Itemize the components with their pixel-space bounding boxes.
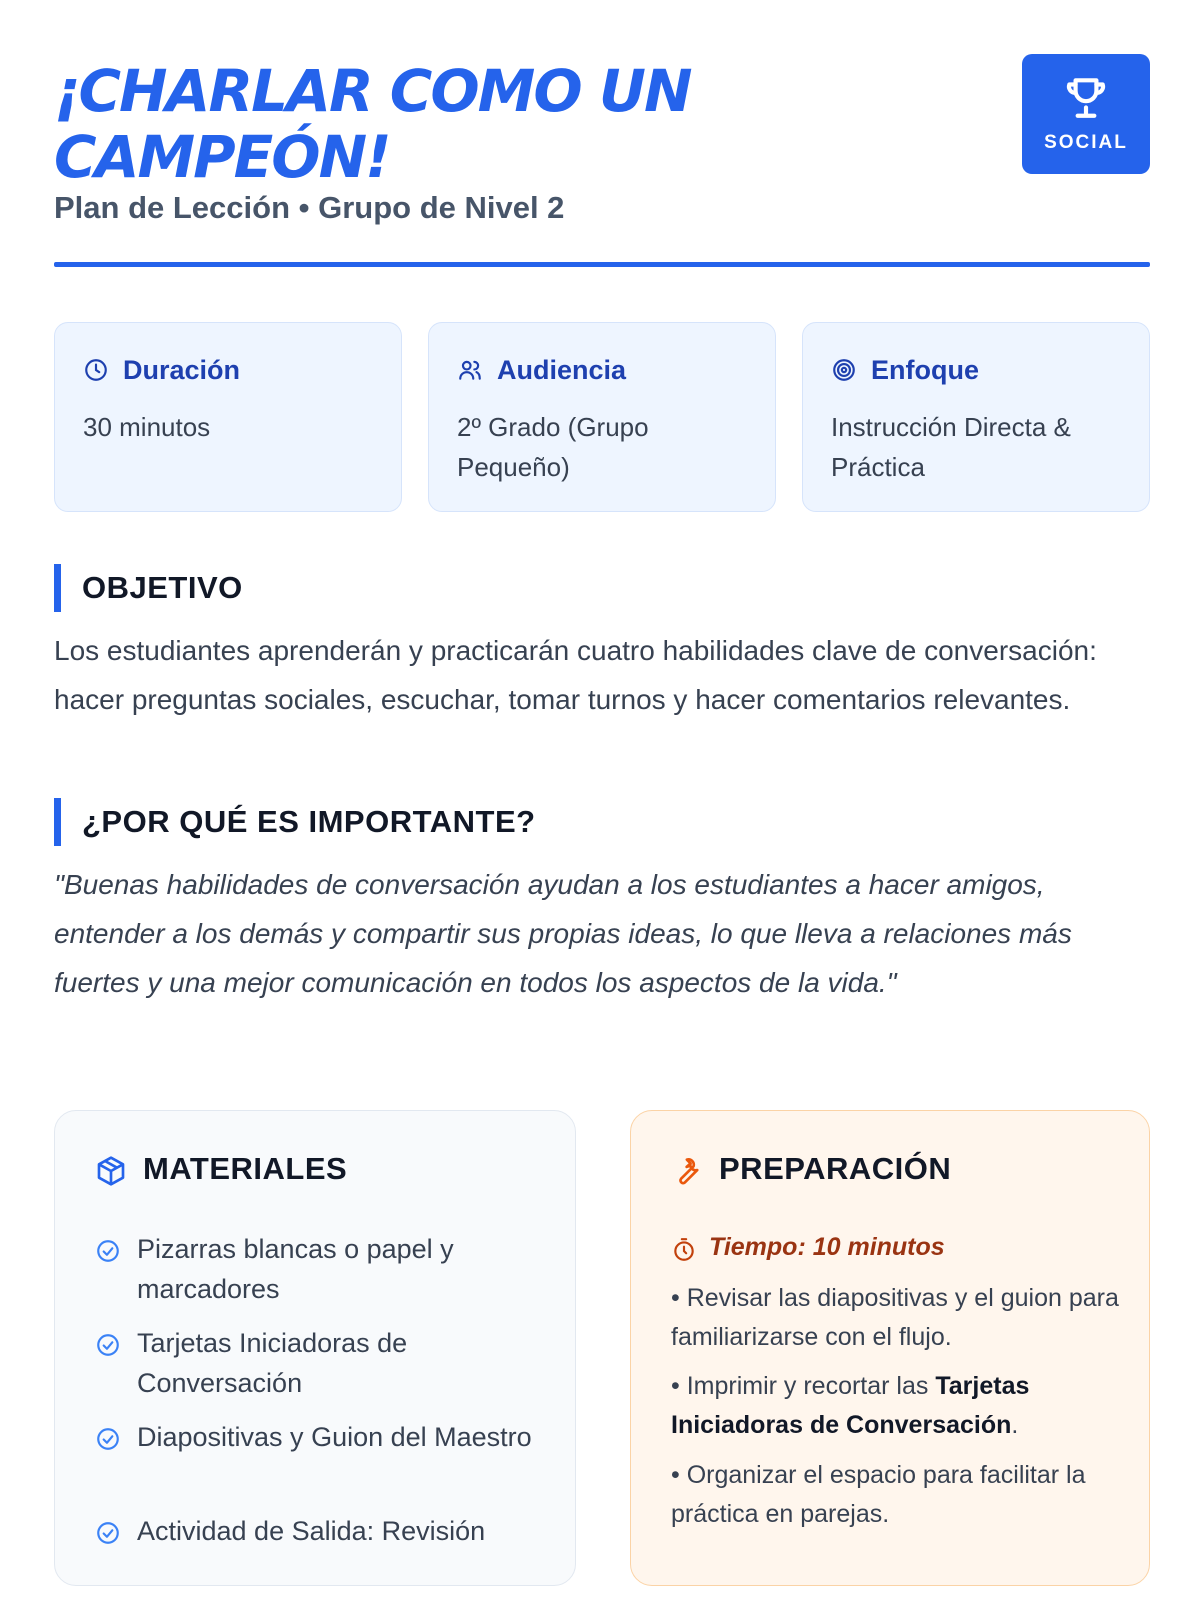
objective-text: Los estudiantes aprenderán y practicarán cuatro habilidades clave de conversación: hacer preguntas sociales, escuchar, tomar turnos y hacer comentarios relevantes. bbox=[54, 635, 1097, 715]
wrench-icon bbox=[671, 1155, 703, 1187]
box-icon bbox=[95, 1155, 127, 1187]
clock-icon bbox=[83, 357, 109, 383]
list-item bbox=[95, 1323, 555, 1403]
users-icon bbox=[457, 357, 483, 383]
header-divider bbox=[54, 262, 1150, 267]
list-item: • Revisar las diapositivas y el guion para familiarizarse con el flujo. bbox=[671, 1284, 1119, 1351]
list-item-text: Pizarras blancas o papel y marcadores bbox=[137, 1234, 454, 1304]
list-item: • Organizar el espacio para facilitar la práctica en parejas. bbox=[671, 1461, 1086, 1528]
materials-panel bbox=[54, 1110, 576, 1586]
importance-quote: "Buenas habilidades de conversación ayudan a los estudiantes a hacer amigos, entender a los demás y compartir sus propias ideas, lo que lleva a relaciones más fuertes y una mejor comunicación en todos los aspectos de la vida." bbox=[54, 869, 1072, 998]
preparation-panel bbox=[630, 1110, 1150, 1586]
info-card-label: Enfoque bbox=[871, 355, 979, 385]
info-card-value: 30 minutos bbox=[83, 412, 211, 442]
trophy-icon bbox=[1061, 72, 1111, 122]
page-title: ¡CHARLAR COMO UN CAMPEÓN! bbox=[54, 57, 691, 191]
list-item bbox=[671, 1367, 1121, 1445]
preparation-title: PREPARACIÓN bbox=[719, 1151, 952, 1186]
list-item-text: Tarjetas Iniciadoras de Conversación bbox=[137, 1328, 408, 1398]
list-item-emphasis: Tarjetas Iniciadoras de Conversación bbox=[671, 1372, 1030, 1439]
check-circle-icon bbox=[95, 1426, 121, 1452]
target-icon bbox=[831, 357, 857, 383]
check-circle-icon bbox=[95, 1332, 121, 1358]
list-item bbox=[95, 1511, 555, 1551]
info-card-duration bbox=[54, 322, 402, 512]
importance-heading: ¿POR QUÉ ES IMPORTANTE? bbox=[54, 798, 536, 846]
social-badge bbox=[1022, 54, 1150, 174]
list-item-text: . bbox=[1011, 1411, 1019, 1439]
info-card-value: 2º Grado (Grupo Pequeño) bbox=[457, 412, 649, 482]
check-circle-icon bbox=[95, 1520, 121, 1546]
info-card-focus bbox=[802, 322, 1150, 512]
preparation-time-text: Tiempo: 10 minutos bbox=[709, 1233, 945, 1261]
list-item-text: Diapositivas y Guion del Maestro bbox=[137, 1422, 532, 1452]
badge-label: SOCIAL bbox=[1044, 132, 1128, 153]
info-card-label: Audiencia bbox=[497, 355, 627, 385]
info-card-label: Duración bbox=[123, 355, 241, 385]
list-item bbox=[95, 1417, 555, 1457]
info-card-audience bbox=[428, 322, 776, 512]
preparation-time bbox=[671, 1233, 945, 1262]
page-subtitle: Plan de Lección • Grupo de Nivel 2 bbox=[54, 190, 565, 225]
materials-title: MATERIALES bbox=[143, 1151, 348, 1186]
page-header bbox=[54, 52, 1150, 270]
objective-heading: OBJETIVO bbox=[54, 564, 243, 612]
list-item-text: Actividad de Salida: Revisión bbox=[137, 1516, 486, 1546]
check-circle-icon bbox=[95, 1238, 121, 1264]
list-item-text: • Imprimir y recortar las bbox=[671, 1372, 936, 1400]
info-card-value: Instrucción Directa & Práctica bbox=[831, 412, 1071, 482]
list-item bbox=[95, 1229, 555, 1309]
timer-icon bbox=[671, 1237, 697, 1263]
